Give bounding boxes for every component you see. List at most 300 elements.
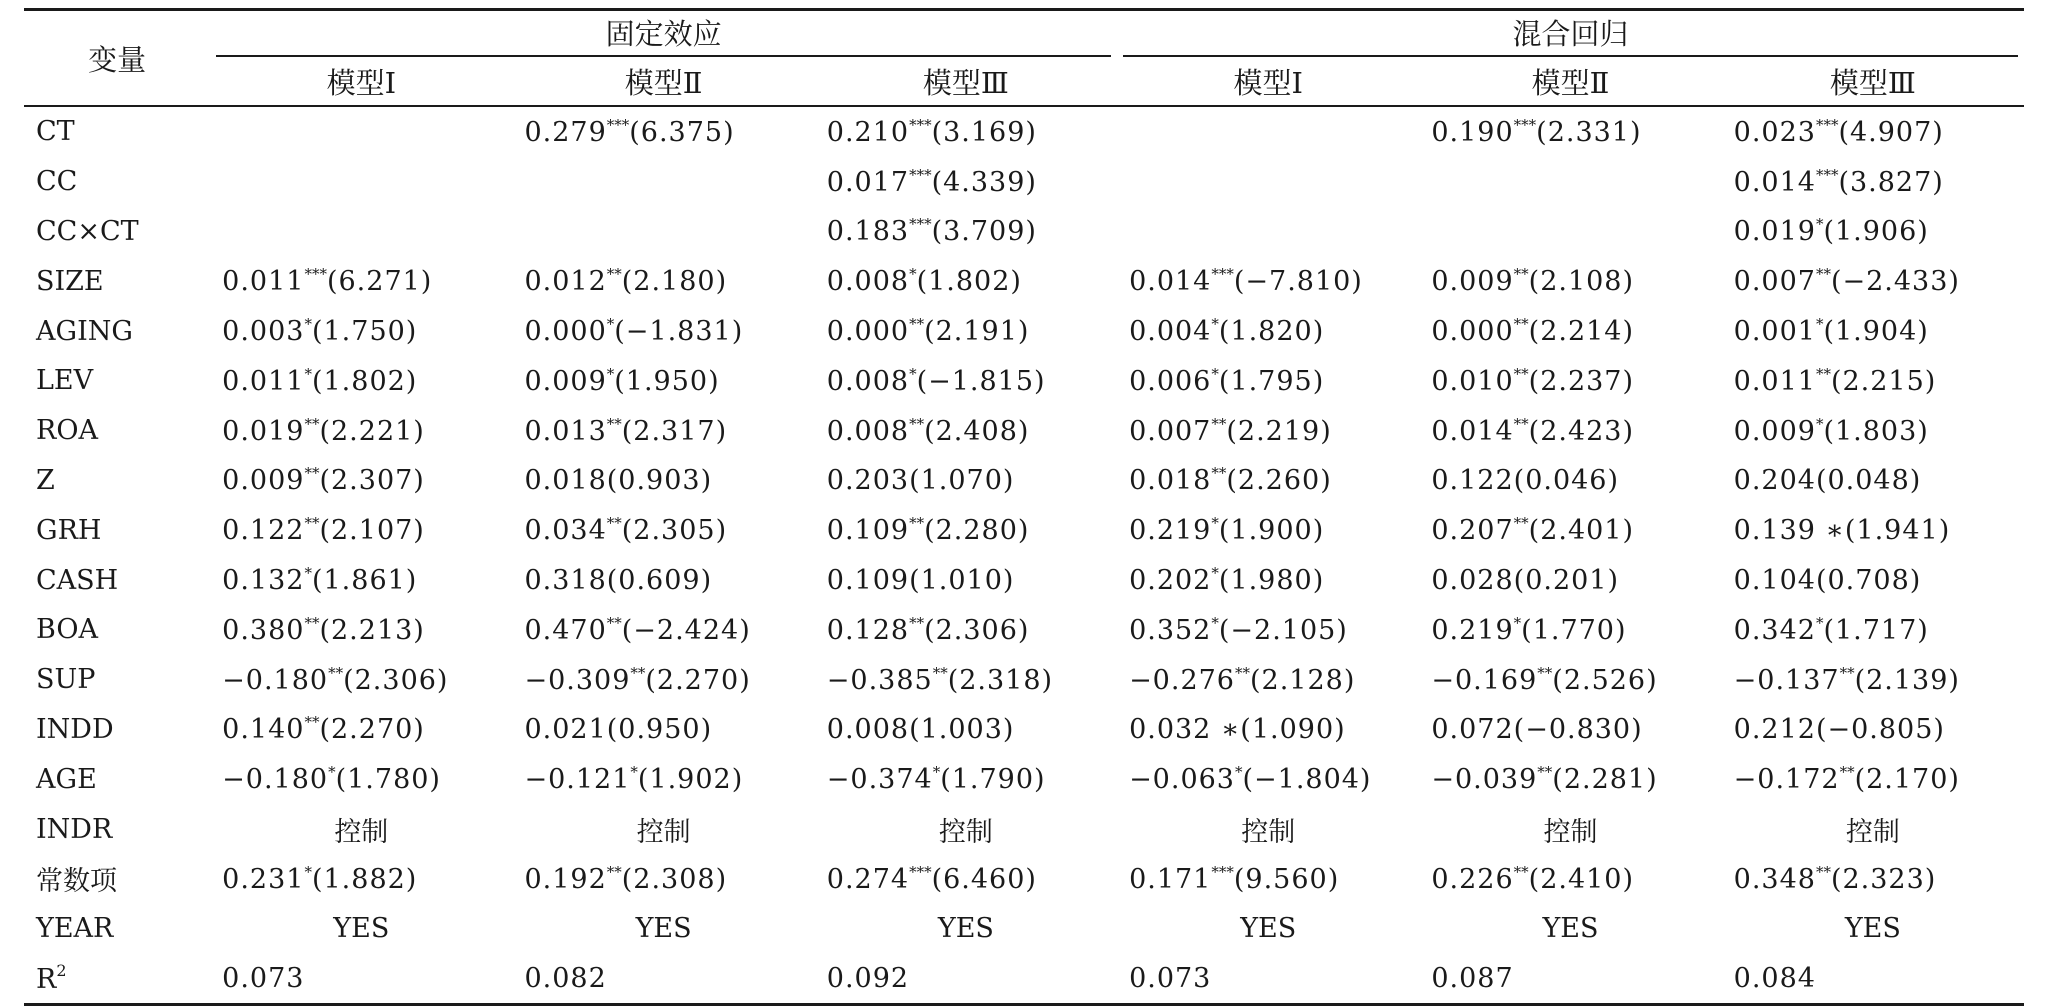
table-cell [512,356,814,406]
t-statistic: (−1.815) [916,365,1046,397]
table-cell [815,854,1117,904]
t-statistic: (3.169) [931,116,1037,148]
table-cell [210,406,512,456]
coefficient: 0.122 [222,515,305,547]
t-statistic: (2.331) [1536,116,1642,148]
table-body [24,106,2024,1005]
t-statistic: (0.950) [606,713,713,745]
cell-text: 控制 [938,816,993,848]
t-statistic: (2.108) [1528,266,1635,298]
table-cell [1419,555,1721,605]
t-statistic: (2.221) [319,415,425,447]
t-statistic: (−2.433) [1830,266,1960,298]
variable-label: AGING [36,315,133,347]
table-row [24,754,2024,804]
table-cell [512,954,814,1005]
table-row [24,655,2024,705]
significance-stars: ** [606,414,622,433]
coefficient: −0.374 [826,764,933,796]
table-cell [512,456,814,506]
coefficient: 0.202 [1129,565,1212,597]
significance-stars: ** [606,862,622,881]
table-cell [210,456,512,506]
table-cell [1419,505,1721,555]
table-row [24,605,2024,655]
t-statistic: (2.270) [645,664,751,696]
significance-stars: ** [328,663,344,682]
t-statistic: (−2.424) [621,614,751,646]
coefficient: 0.021 [524,713,607,745]
table-cell [1419,207,1721,257]
t-statistic: (1.780) [335,764,441,796]
table-cell [815,157,1117,207]
group-label: 混合回归 [1123,12,2018,57]
table-cell [1117,904,1419,954]
t-statistic: (2.526) [1552,664,1658,696]
table-cell [1117,854,1419,904]
table-cell [210,754,512,804]
table-cell [512,804,814,854]
t-statistic: (1.906) [1823,216,1929,248]
table-row [24,356,2024,406]
table-cell [512,207,814,257]
significance-stars: ** [1537,663,1553,682]
table-row [24,904,2024,954]
cell-text: YES [635,913,692,945]
variable-label: Z [36,464,55,496]
coefficient: 0.009 [1733,415,1816,447]
coefficient: 0.231 [222,863,305,895]
coefficient: 0.011 [222,266,305,298]
coefficient: 0.028 [1431,564,1514,596]
row-variable-name [24,655,210,705]
coefficient: 0.011 [222,365,305,397]
cell-text: 控制 [1845,816,1900,848]
significance-stars: ** [304,464,320,483]
table-cell [512,655,814,705]
coefficient: 0.072 [1431,713,1514,745]
coefficient: −0.309 [524,664,631,696]
coefficient: 0.104 [1733,564,1816,596]
variable-label: CT [36,116,75,148]
table-cell [815,505,1117,555]
table-cell [1419,456,1721,506]
coefficient: 0.318 [524,564,607,596]
variable-label: CC [36,166,78,198]
table-cell [512,904,814,954]
table-cell [1722,754,2024,804]
coefficient: 0.009 [524,365,607,397]
t-statistic: (1.861) [311,565,418,597]
t-statistic: (1.003) [909,713,1015,745]
coefficient: 0.019 [1733,216,1816,248]
cell-text: 0.073 [1129,962,1212,994]
significance-stars: *** [909,115,932,134]
variable-label: CASH [36,564,119,596]
coefficient: 0.470 [524,614,607,646]
table-cell [1117,157,1419,207]
variable-label: YEAR [36,913,114,945]
coefficient: 0.226 [1431,863,1514,895]
t-statistic: (2.408) [924,415,1030,447]
t-statistic: (2.170) [1854,764,1960,796]
table-cell [512,705,814,755]
significance-stars: * [1234,763,1243,782]
table-cell [1722,157,2024,207]
group-header-pooled-regression [1117,10,2024,58]
coefficient: 0.219 [1129,515,1212,547]
significance-stars: ** [1513,265,1529,284]
significance-stars: ** [1513,315,1529,334]
significance-stars: * [304,564,312,583]
significance-stars: * [932,763,941,782]
variable-label: INDR [36,813,113,845]
row-variable-name [24,106,210,157]
table-row [24,555,2024,605]
coefficient: 0.008 [826,365,910,397]
model-header: 模型Ⅱ [512,57,814,106]
variable-column-header: 变量 [24,10,210,107]
cell-text: 控制 [636,816,691,848]
cell-text: 0.082 [524,962,607,994]
coefficient: 0.000 [524,316,607,348]
coefficient: 0.274 [826,863,910,895]
significance-stars: ** [1211,464,1227,483]
table-cell [210,605,512,655]
coefficient: 0.109 [826,564,910,596]
table-cell [1722,555,2024,605]
row-variable-name [24,157,210,207]
row-variable-name [24,804,210,854]
t-statistic: (0.708) [1815,564,1922,596]
significance-stars: ** [304,514,320,533]
coefficient: 0.203 [826,464,910,496]
row-variable-name [24,256,210,306]
coefficient: 0.210 [826,116,910,148]
table-cell [1117,406,1419,456]
t-statistic: (2.180) [621,266,728,298]
coefficient: 0.348 [1733,863,1816,895]
cell-text: 0.092 [826,962,910,994]
significance-stars: * [1815,414,1824,433]
table-cell [210,954,512,1005]
table-cell [1419,655,1721,705]
significance-stars: *** [1211,265,1234,284]
coefficient: −0.039 [1431,764,1538,796]
significance-stars: * [1211,514,1219,533]
coefficient: −0.137 [1733,664,1840,696]
coefficient: 0.219 [1431,614,1514,646]
t-statistic: (1.980) [1218,565,1325,597]
coefficient: 0.023 [1733,116,1816,148]
t-statistic: (0.048) [1815,464,1922,496]
coefficient: 0.004 [1129,316,1212,348]
table-cell [1722,655,2024,705]
significance-stars: ** [304,713,320,732]
table-cell [1419,754,1721,804]
t-statistic: (−1.804) [1242,764,1372,796]
coefficient: −0.169 [1431,664,1538,696]
t-statistic: (2.306) [924,614,1030,646]
table-cell [512,406,814,456]
variable-label: ROA [36,415,98,447]
significance-stars: ** [932,663,948,682]
t-statistic: (2.323) [1830,863,1937,895]
table-cell [512,256,814,306]
significance-stars: ** [1839,663,1855,682]
table-cell [1722,505,2024,555]
table-cell [1117,505,1419,555]
t-statistic: (6.375) [629,116,735,148]
significance-stars: * [606,315,615,334]
t-statistic: (2.191) [924,316,1030,348]
t-statistic: (2.401) [1528,515,1635,547]
table-cell [815,256,1117,306]
t-statistic: (2.214) [1528,316,1635,348]
coefficient: 0.006 [1129,365,1212,397]
t-statistic: (2.139) [1854,664,1960,696]
table-cell [815,207,1117,257]
t-statistic: (9.560) [1233,863,1340,895]
table-cell [815,904,1117,954]
table-row [24,456,2024,506]
t-statistic: (−0.805) [1815,713,1945,745]
significance-stars: *** [909,215,932,234]
t-statistic: (2.410) [1528,863,1635,895]
t-statistic: (−0.830) [1513,713,1643,745]
significance-stars: ** [1815,862,1831,881]
table-cell [1117,605,1419,655]
table-cell [512,605,814,655]
cell-text: 控制 [1241,816,1296,848]
table-cell [1419,106,1721,157]
variable-label: CC×CT [36,215,139,247]
table-cell [1117,705,1419,755]
cell-text: YES [1844,913,1901,945]
table-cell [210,157,512,207]
t-statistic: (2.107) [319,515,425,547]
table-cell [1117,754,1419,804]
table-cell [815,804,1117,854]
table-cell [815,705,1117,755]
cell-text: YES [937,913,994,945]
table-row [24,954,2024,1005]
table-row [24,854,2024,904]
t-statistic: (−7.810) [1233,266,1363,298]
table-cell [1419,904,1721,954]
table-row [24,306,2024,356]
t-statistic: (1.750) [311,316,418,348]
coefficient: 0.171 [1129,863,1212,895]
coefficient: −0.121 [524,764,631,796]
coefficient: 0.139 ∗ [1733,514,1845,546]
t-statistic: (2.281) [1552,764,1658,796]
t-statistic: (2.270) [319,714,425,746]
cell-text: YES [1542,913,1599,945]
coefficient: 0.000 [826,316,910,348]
table-cell [1722,306,2024,356]
table-cell [1117,256,1419,306]
coefficient: 0.207 [1431,515,1514,547]
significance-stars: * [1513,613,1522,632]
table-cell [1419,356,1721,406]
t-statistic: (1.802) [916,266,1022,298]
table-cell [1722,954,2024,1005]
model-header: 模型Ⅱ [1419,57,1721,106]
row-variable-name [24,456,210,506]
coefficient: 0.000 [1431,316,1514,348]
variable-superscript: 2 [56,961,67,981]
significance-stars: *** [909,165,932,184]
table-cell [1117,555,1419,605]
significance-stars: ** [1513,364,1529,383]
coefficient: 0.128 [826,614,910,646]
coefficient: 0.012 [524,266,607,298]
table-cell [1419,256,1721,306]
table-cell [1722,904,2024,954]
table-cell [512,505,814,555]
table-cell [210,804,512,854]
coefficient: 0.008 [826,415,910,447]
coefficient: −0.385 [826,664,933,696]
row-variable-name [24,406,210,456]
table-cell [1722,406,2024,456]
coefficient: 0.190 [1431,116,1514,148]
table-cell [1117,356,1419,406]
t-statistic: (1.902) [637,764,744,796]
variable-label: GRH [36,514,102,546]
table-cell [1419,306,1721,356]
significance-stars: * [1815,613,1824,632]
t-statistic: (1.900) [1218,515,1325,547]
coefficient: 0.014 [1129,266,1212,298]
significance-stars: ** [1513,414,1529,433]
significance-stars: * [328,763,336,782]
significance-stars: ** [606,514,622,533]
table-cell [210,705,512,755]
t-statistic: (2.128) [1249,664,1356,696]
table-row [24,705,2024,755]
table-cell [1722,456,2024,506]
group-header-fixed-effects [210,10,1117,58]
t-statistic: (2.237) [1528,365,1635,397]
table-cell [1117,106,1419,157]
table-cell [1722,854,2024,904]
cell-text: 控制 [1543,816,1598,848]
row-variable-name [24,306,210,356]
table-cell [815,456,1117,506]
coefficient: 0.342 [1733,614,1816,646]
coefficient: 0.017 [826,166,910,198]
table-cell [1722,605,2024,655]
t-statistic: (−2.105) [1218,614,1348,646]
t-statistic: (2.213) [319,614,425,646]
coefficient: 0.003 [222,316,305,348]
table-cell [815,106,1117,157]
regression-table [24,8,2024,1006]
coefficient: 0.034 [524,515,607,547]
t-statistic: (2.423) [1528,415,1635,447]
table-cell [815,954,1117,1005]
coefficient: 0.009 [222,465,305,497]
t-statistic: (2.307) [319,465,425,497]
table-header [24,10,2024,107]
coefficient: 0.010 [1431,365,1514,397]
significance-stars: * [1211,364,1219,383]
coefficient: 0.001 [1733,316,1816,348]
t-statistic: (1.904) [1823,316,1929,348]
coefficient: 0.279 [524,116,607,148]
coefficient: 0.014 [1733,166,1816,198]
t-statistic: (2.306) [343,664,449,696]
significance-stars: *** [1815,165,1839,184]
cell-text: 0.084 [1733,962,1816,994]
t-statistic: (3.709) [931,216,1037,248]
variable-label: BOA [36,614,98,646]
header-model-row [24,57,2024,106]
table-cell [1419,605,1721,655]
coefficient: 0.140 [222,714,305,746]
variable-label: SIZE [36,265,104,297]
table-cell [512,106,814,157]
model-header: 模型Ⅰ [210,57,512,106]
table-cell [210,356,512,406]
t-statistic: (1.820) [1218,316,1325,348]
row-variable-name [24,356,210,406]
t-statistic: (1.090) [1240,713,1346,745]
table-row [24,106,2024,157]
table-cell [815,406,1117,456]
coefficient: 0.009 [1431,266,1514,298]
t-statistic: (1.717) [1823,614,1929,646]
t-statistic: (1.010) [909,564,1015,596]
t-statistic: (6.460) [931,863,1037,895]
row-variable-name [24,705,210,755]
group-label: 固定效应 [216,12,1111,57]
significance-stars: * [1815,215,1824,234]
coefficient: 0.132 [222,565,305,597]
coefficient: 0.352 [1129,614,1212,646]
significance-stars: ** [909,613,925,632]
coefficient: 0.204 [1733,464,1816,496]
significance-stars: *** [909,862,932,881]
significance-stars: ** [630,663,646,682]
model-header: 模型Ⅲ [1722,57,2024,106]
coefficient: 0.014 [1431,415,1514,447]
table-cell [512,306,814,356]
coefficient: 0.011 [1733,365,1816,397]
t-statistic: (1.070) [909,464,1015,496]
significance-stars: ** [606,613,622,632]
row-variable-name [24,207,210,257]
t-statistic: (2.215) [1830,365,1937,397]
t-statistic: (0.201) [1513,564,1620,596]
t-statistic: (1.941) [1844,514,1951,546]
significance-stars: * [909,364,917,383]
t-statistic: (4.339) [931,166,1037,198]
variable-label: 常数项 [36,866,117,898]
t-statistic: (2.260) [1226,465,1332,497]
table-cell [512,854,814,904]
coefficient: −0.276 [1129,664,1235,696]
significance-stars: * [630,763,638,782]
table-cell [512,157,814,207]
row-variable-name [24,904,210,954]
significance-stars: * [1211,564,1219,583]
t-statistic: (2.219) [1226,415,1332,447]
table-cell [1117,306,1419,356]
coefficient: 0.018 [1129,465,1212,497]
